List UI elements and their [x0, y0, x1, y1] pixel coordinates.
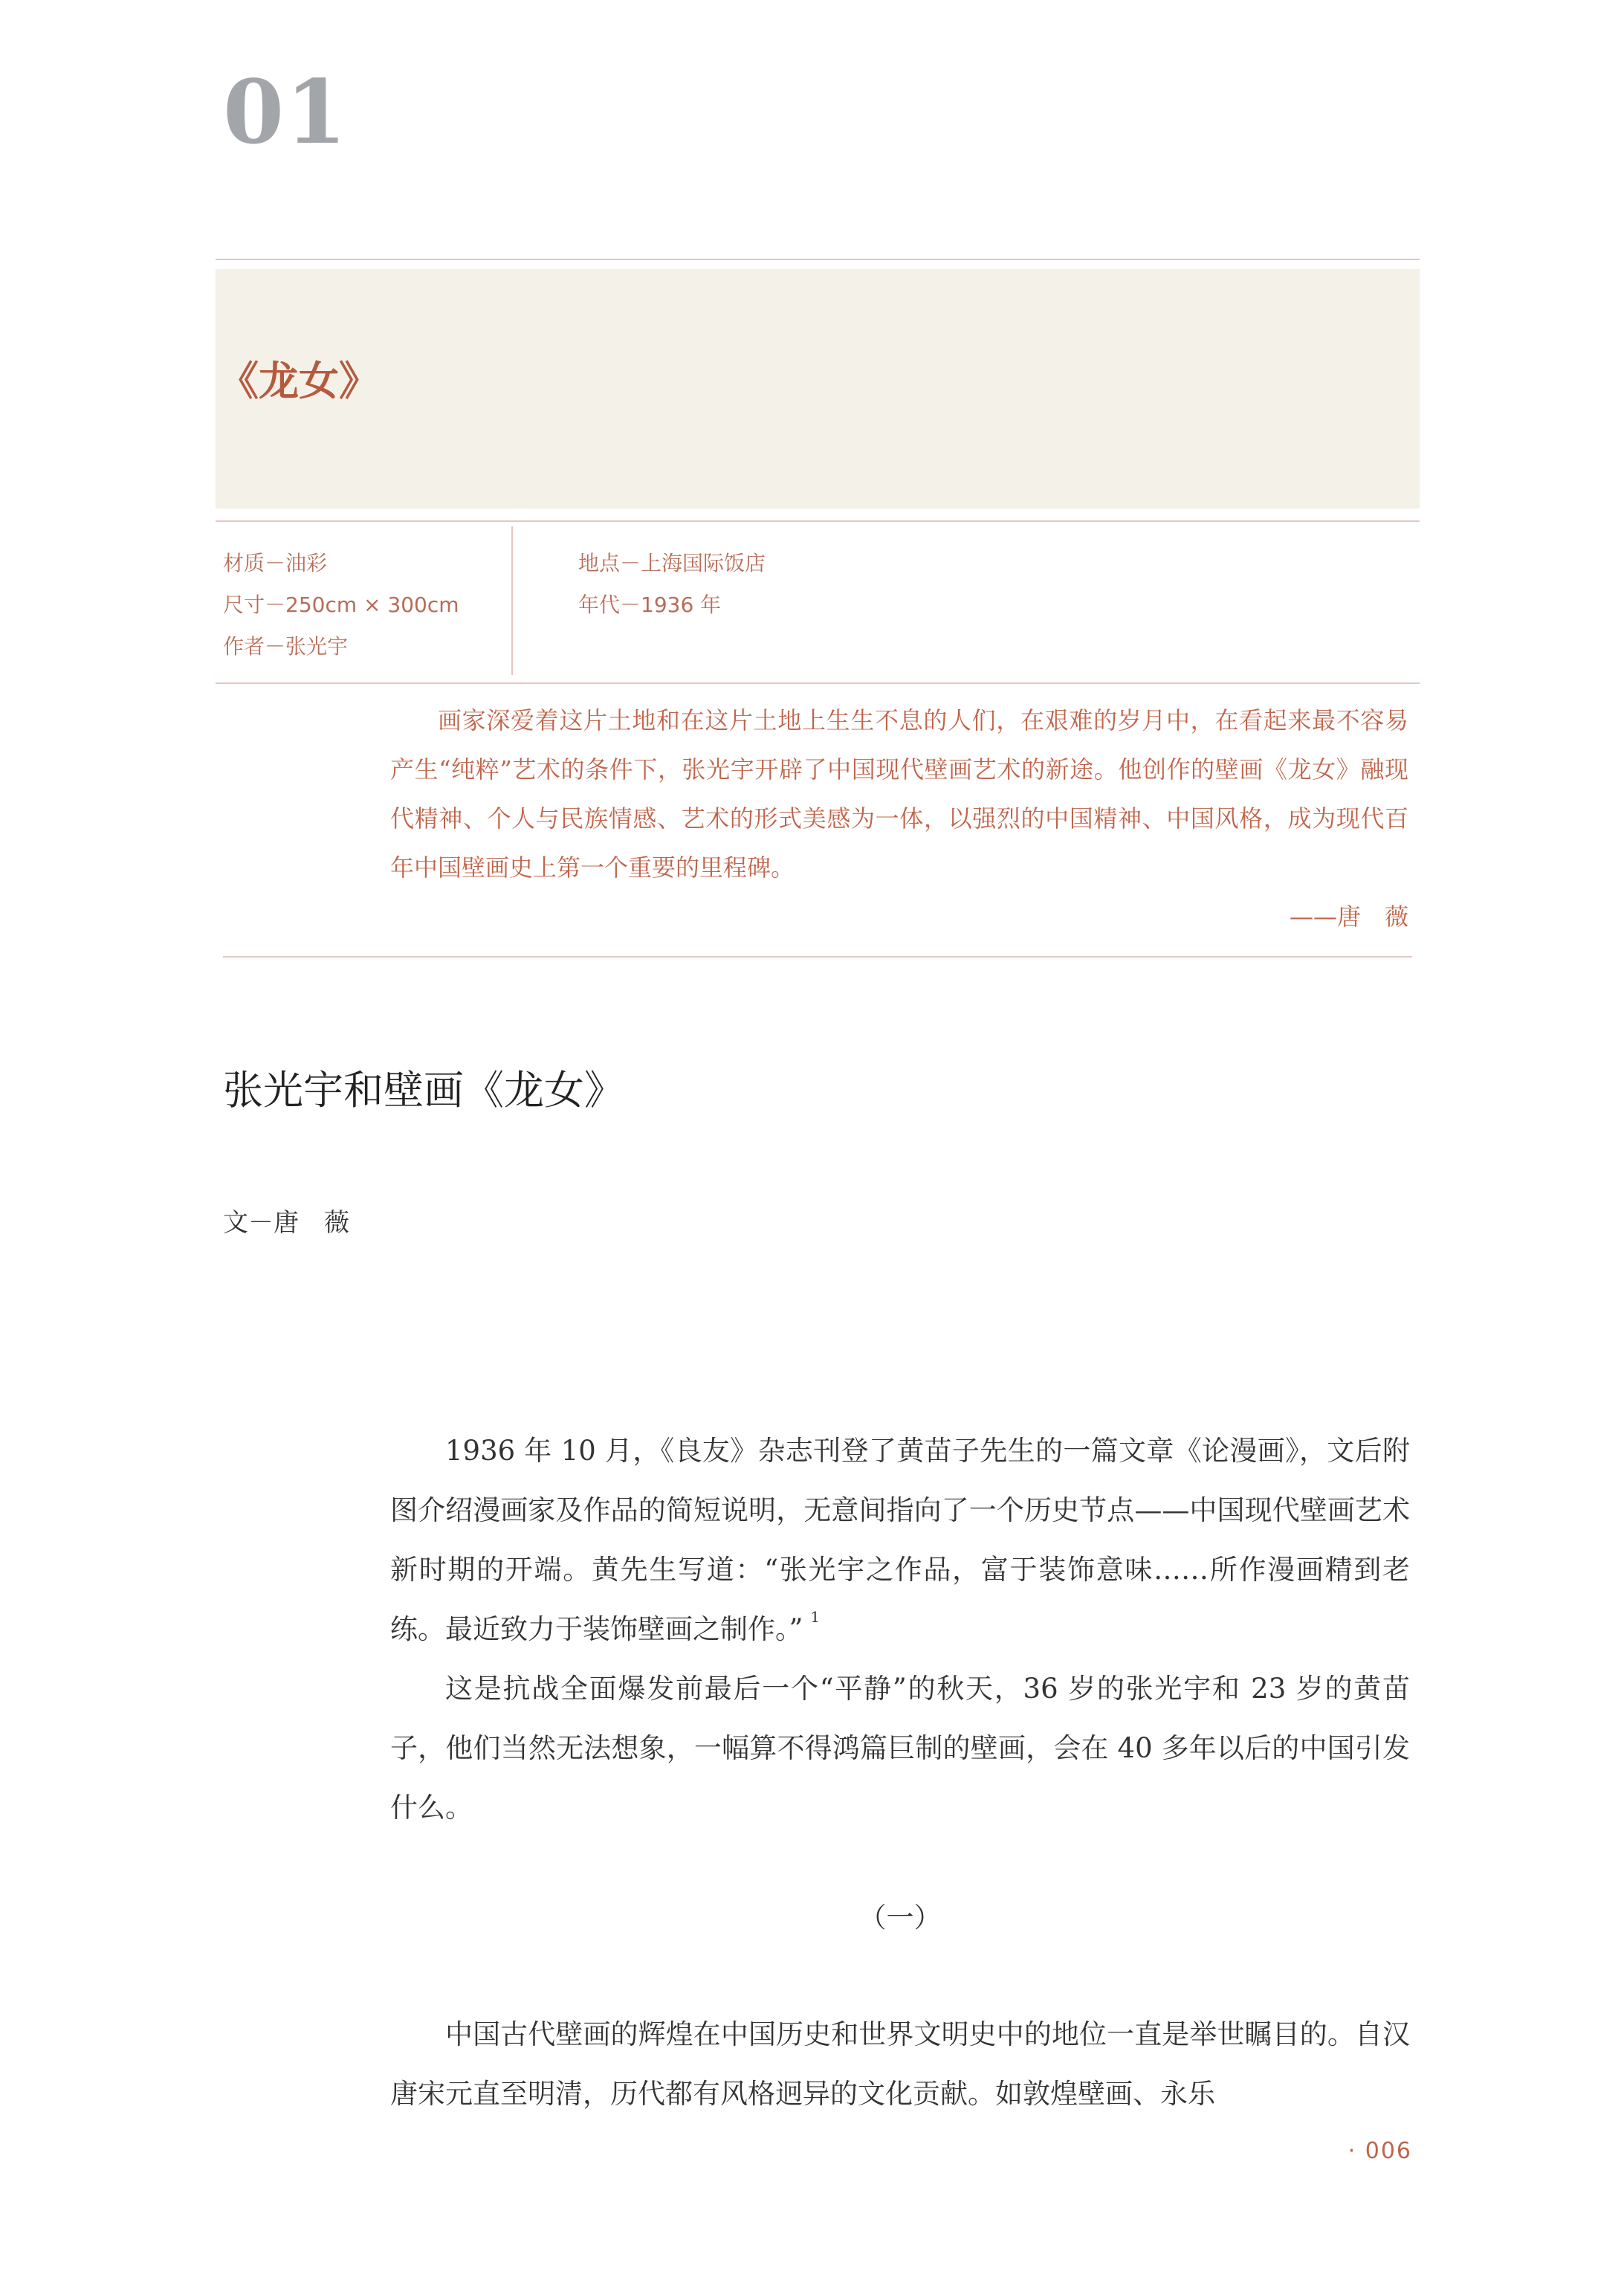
body-paragraph: 这是抗战全面爆发前最后一个“平静”的秋天，36 岁的张光宇和 23 岁的黄苗子，他们当然无法想象，一幅算不得鸿篇巨制的壁画，会在 40 多年以后的中国引发什么。 — [390, 1673, 1410, 1824]
pull-quote — [390, 696, 1408, 892]
chapter-number: 01 — [223, 60, 349, 164]
author-label: 作者－张光宇 — [223, 634, 349, 659]
artwork-title: 《龙女》 — [219, 357, 379, 404]
section-heading: （一） — [858, 1902, 942, 1934]
artwork-title-band — [216, 269, 1420, 508]
page-number: · 006 — [1348, 2138, 1412, 2164]
footnote-marker[interactable]: 1 — [810, 1608, 821, 1626]
article-byline: 文－唐 薇 — [223, 1208, 349, 1238]
meta-divider — [511, 526, 513, 675]
body-paragraph: 1936 年 10 月，《良友》杂志刊登了黄苗子先生的一篇文章《论漫画》，文后附图介绍漫画家及作品的简短说明，无意间指向了一个历史节点——中国现代壁画艺术新时期的开端。黄先生写道：“张光宇之作品，富于装饰意味……所作漫画精到老练。最近致力于装饰壁画之制作。” $^1$ — [390, 1435, 1410, 1645]
section-body — [390, 2005, 1410, 2124]
year-label: 年代－1936 年 — [578, 592, 722, 617]
article-body — [390, 1421, 1410, 1838]
size-label: 尺寸－250cm × 300cm — [223, 592, 459, 617]
body-paragraph: 中国古代壁画的辉煌在中国历史和世界文明史中的地位一直是举世瞩目的。自汉唐宋元直至明清，历代都有风格迥异的文化贡献。如敦煌壁画、永乐 — [390, 2018, 1410, 2110]
location-label: 地点－上海国际饭店 — [578, 551, 766, 575]
pull-quote-author: ——唐 薇 — [1289, 902, 1408, 931]
title-band-bottom-rule — [216, 520, 1420, 522]
quote-bottom-rule — [223, 956, 1412, 958]
meta-bottom-rule — [216, 682, 1420, 684]
material-label: 材质－油彩 — [223, 551, 328, 575]
artwork-meta-right — [578, 543, 766, 626]
article-title: 张光宇和壁画《龙女》 — [223, 1067, 624, 1114]
top-rule — [216, 259, 1420, 260]
pull-quote-text: 画家深爱着这片土地和在这片土地上生生不息的人们，在艰难的岁月中，在看起来最不容易产生“纯粹”艺术的条件下，张光宇开辟了中国现代壁画艺术的新途。他创作的壁画《龙女》融现代精神、个人与民族情感、艺术的形式美感为一体，以强烈的中国精神、中国风格，成为现代百年中国壁画史上第一个重要的里程碑。 — [390, 706, 1408, 882]
artwork-meta-left — [223, 543, 459, 668]
